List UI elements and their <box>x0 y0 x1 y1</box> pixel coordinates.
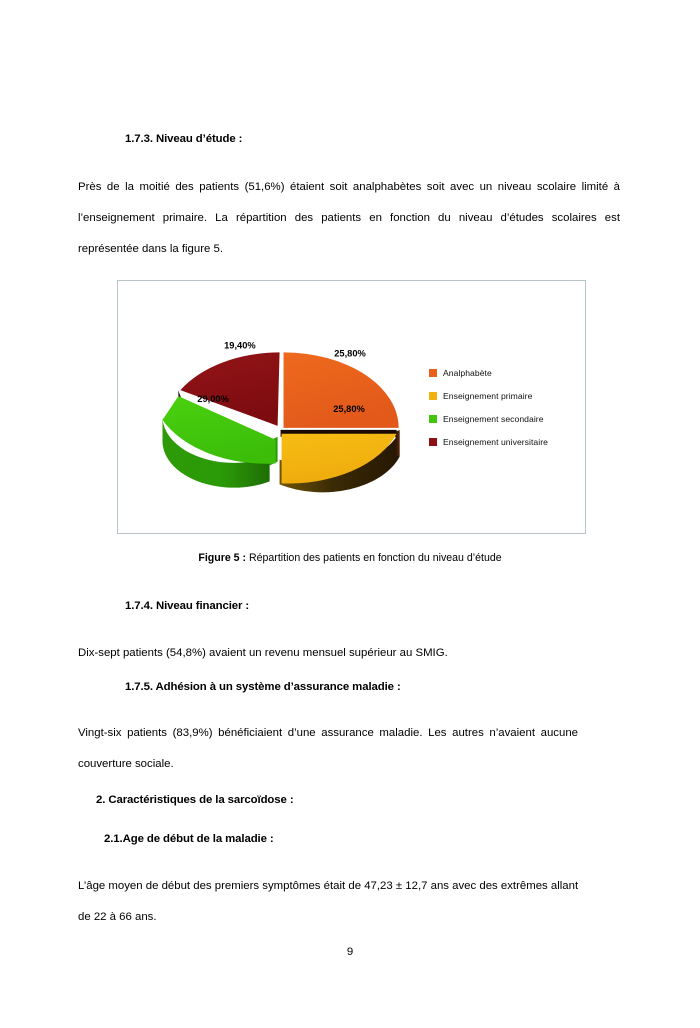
heading-niveau-etude: 1.7.3. Niveau d’étude : <box>125 133 243 145</box>
pie-label-universitaire: 19,40% <box>224 340 256 351</box>
heading-niveau-financier: 1.7.4. Niveau financier : <box>125 600 250 612</box>
figure-caption-label: Figure 5 : <box>198 552 247 564</box>
pie-slice-analphabete <box>284 352 399 427</box>
pie-label-secondaire: 29,00% <box>197 394 229 405</box>
pie-label-analphabete: 25,80% <box>334 348 366 359</box>
legend-swatch-icon-primaire <box>429 392 437 400</box>
paragraph-niveau-financier: Dix-sept patients (54,8%) avaient un revenu mensuel supérieur au SMIG. <box>78 647 448 659</box>
figure-caption-text: Répartition des patients en fonction du niveau d’étude <box>246 552 502 564</box>
heading-age-debut-maladie: 2.1.Age de début de la maladie : <box>104 833 274 845</box>
legend-label-primaire: Enseignement primaire <box>443 390 533 401</box>
legend-swatch-icon-analphabete <box>429 369 437 377</box>
pie-label-primaire: 25,80% <box>333 403 365 414</box>
legend-label-secondaire: Enseignement secondaire <box>443 413 544 424</box>
figure-5-chart <box>117 280 586 534</box>
legend-item-analphabete <box>429 361 579 384</box>
legend-swatch-icon-universitaire <box>429 438 437 446</box>
legend-item-secondaire <box>429 407 579 430</box>
legend-label-universitaire: Enseignement universitaire <box>443 436 548 447</box>
legend-item-primaire <box>429 384 579 407</box>
page-number: 9 <box>346 946 354 958</box>
chart-legend <box>429 361 579 453</box>
paragraph-assurance-maladie: Vingt-six patients (83,9%) bénéficiaient d’une assurance maladie. Les autres n’avaient aucune couverture sociale. <box>78 727 578 770</box>
legend-item-universitaire <box>429 430 579 453</box>
heading-caracteristiques-sarcoidose: 2. Caractéristiques de la sarcoïdose : <box>96 794 294 806</box>
figure-caption <box>0 552 700 564</box>
legend-label-analphabete: Analphabète <box>443 367 492 378</box>
paragraph-niveau-etude: Près de la moitié des patients (51,6%) étaient soit analphabètes soit avec un niveau scolaire limité à l’enseignement primaire. La répartition des patients en fonction du niveau d’études scolaires est représentée dans la figure 5. <box>78 181 620 255</box>
heading-assurance-maladie: 1.7.5. Adhésion à un système d’assurance maladie : <box>125 681 401 693</box>
legend-swatch-icon-secondaire <box>429 415 437 423</box>
paragraph-age-debut-maladie: L’âge moyen de début des premiers symptômes était de 47,23 ± 12,7 ans avec des extrêmes allant de 22 à 66 ans. <box>78 880 579 923</box>
